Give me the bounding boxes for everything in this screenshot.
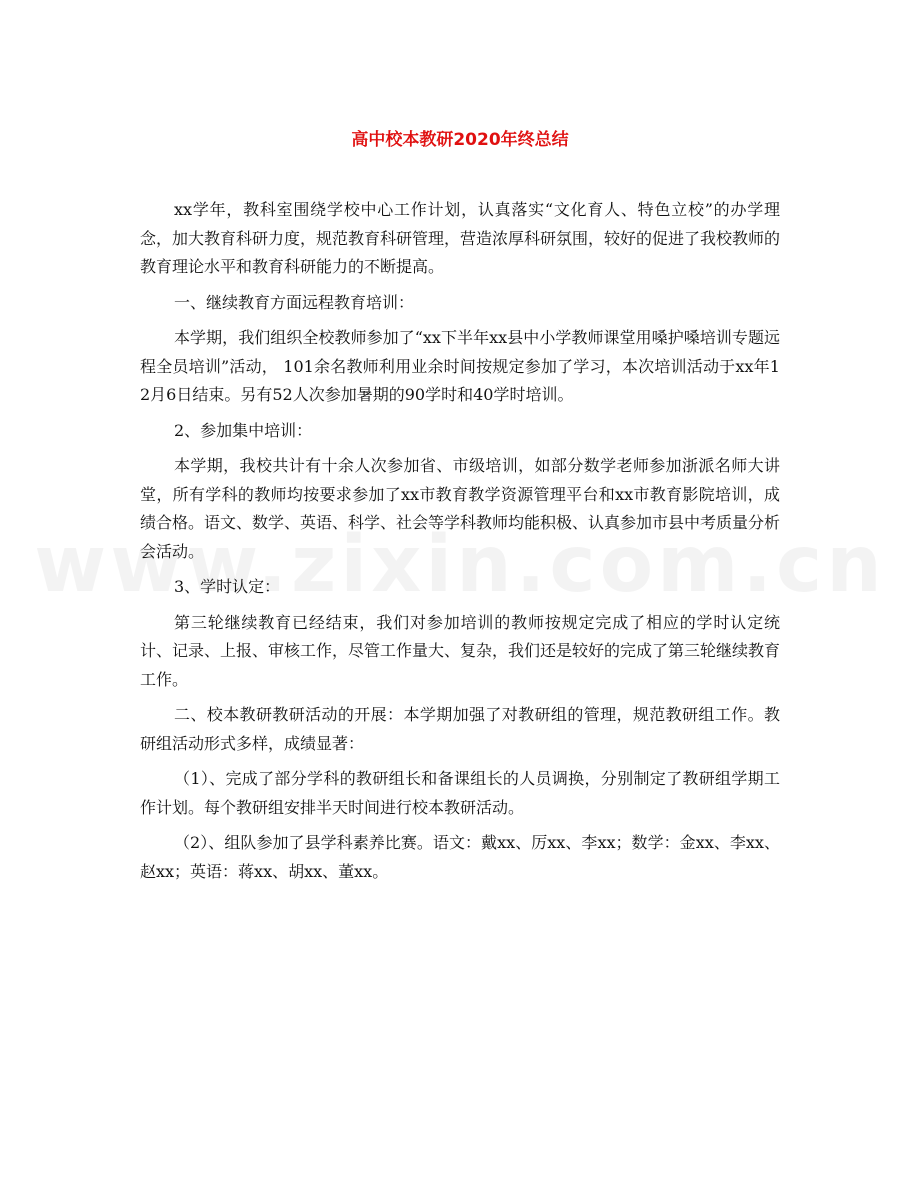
list-item-1: （1）、完成了部分学科的教研组长和备课组长的人员调换，分别制定了教研组学期工作计划。每个教研组安排半天时间进行校本教研活动。 bbox=[140, 769, 780, 817]
list-item-2: （2）、组队参加了县学科素养比赛。语文：戴xx、厉xx、李xx；数学：金xx、李xx、赵xx；英语：蒋xx、胡xx、董xx。 bbox=[140, 833, 780, 881]
section-heading-remote-training: 一、继续教育方面远程教育培训： bbox=[174, 292, 415, 312]
document-title: 高中校本教研2020年终总结 bbox=[351, 130, 569, 150]
section-heading-school-research: 二、校本教研教研活动的开展：本学期加强了对教研组的管理，规范教研组工作。教研组活动形式多样，成绩显著： bbox=[140, 705, 780, 753]
paragraph-remote-training: 本学期，我们组织全校教师参加了“xx下半年xx县中小学教师课堂用嗓护嗓培训专题远程全员培训”活动， 101余名教师利用业余时间按规定参加了学习，本次培训活动于xx年12月6日结束。另有52人次参加暑期的90学时和40学时培训。 bbox=[140, 328, 780, 404]
paragraph-intro: xx学年，教科室围绕学校中心工作计划，认真落实“文化育人、特色立校”的办学理念，加大教育科研力度，规范教育科研管理，营造浓厚科研氛围，较好的促进了我校教师的教育理论水平和教育科研能力的不断提高。 bbox=[140, 200, 781, 276]
document-body bbox=[140, 196, 780, 886]
paragraph-central-training: 本学期，我校共计有十余人次参加省、市级培训，如部分数学老师参加浙派名师大讲堂，所有学科的教师均按要求参加了xx市教育教学资源管理平台和xx市教育影院培训，成绩合格。语文、数学、英语、科学、社会等学科教师均能积极、认真参加市县中考质量分析会活动。 bbox=[140, 456, 781, 561]
section-heading-hours-certification: 3、学时认定： bbox=[174, 577, 281, 596]
section-heading-central-training: 2、参加集中培训： bbox=[174, 420, 313, 440]
paragraph-hours-certification: 第三轮继续教育已经结束，我们对参加培训的教师按规定完成了相应的学时认定统计、记录、上报、审核工作，尽管工作量大、复杂，我们还是较好的完成了第三轮继续教育工作。 bbox=[140, 612, 781, 689]
